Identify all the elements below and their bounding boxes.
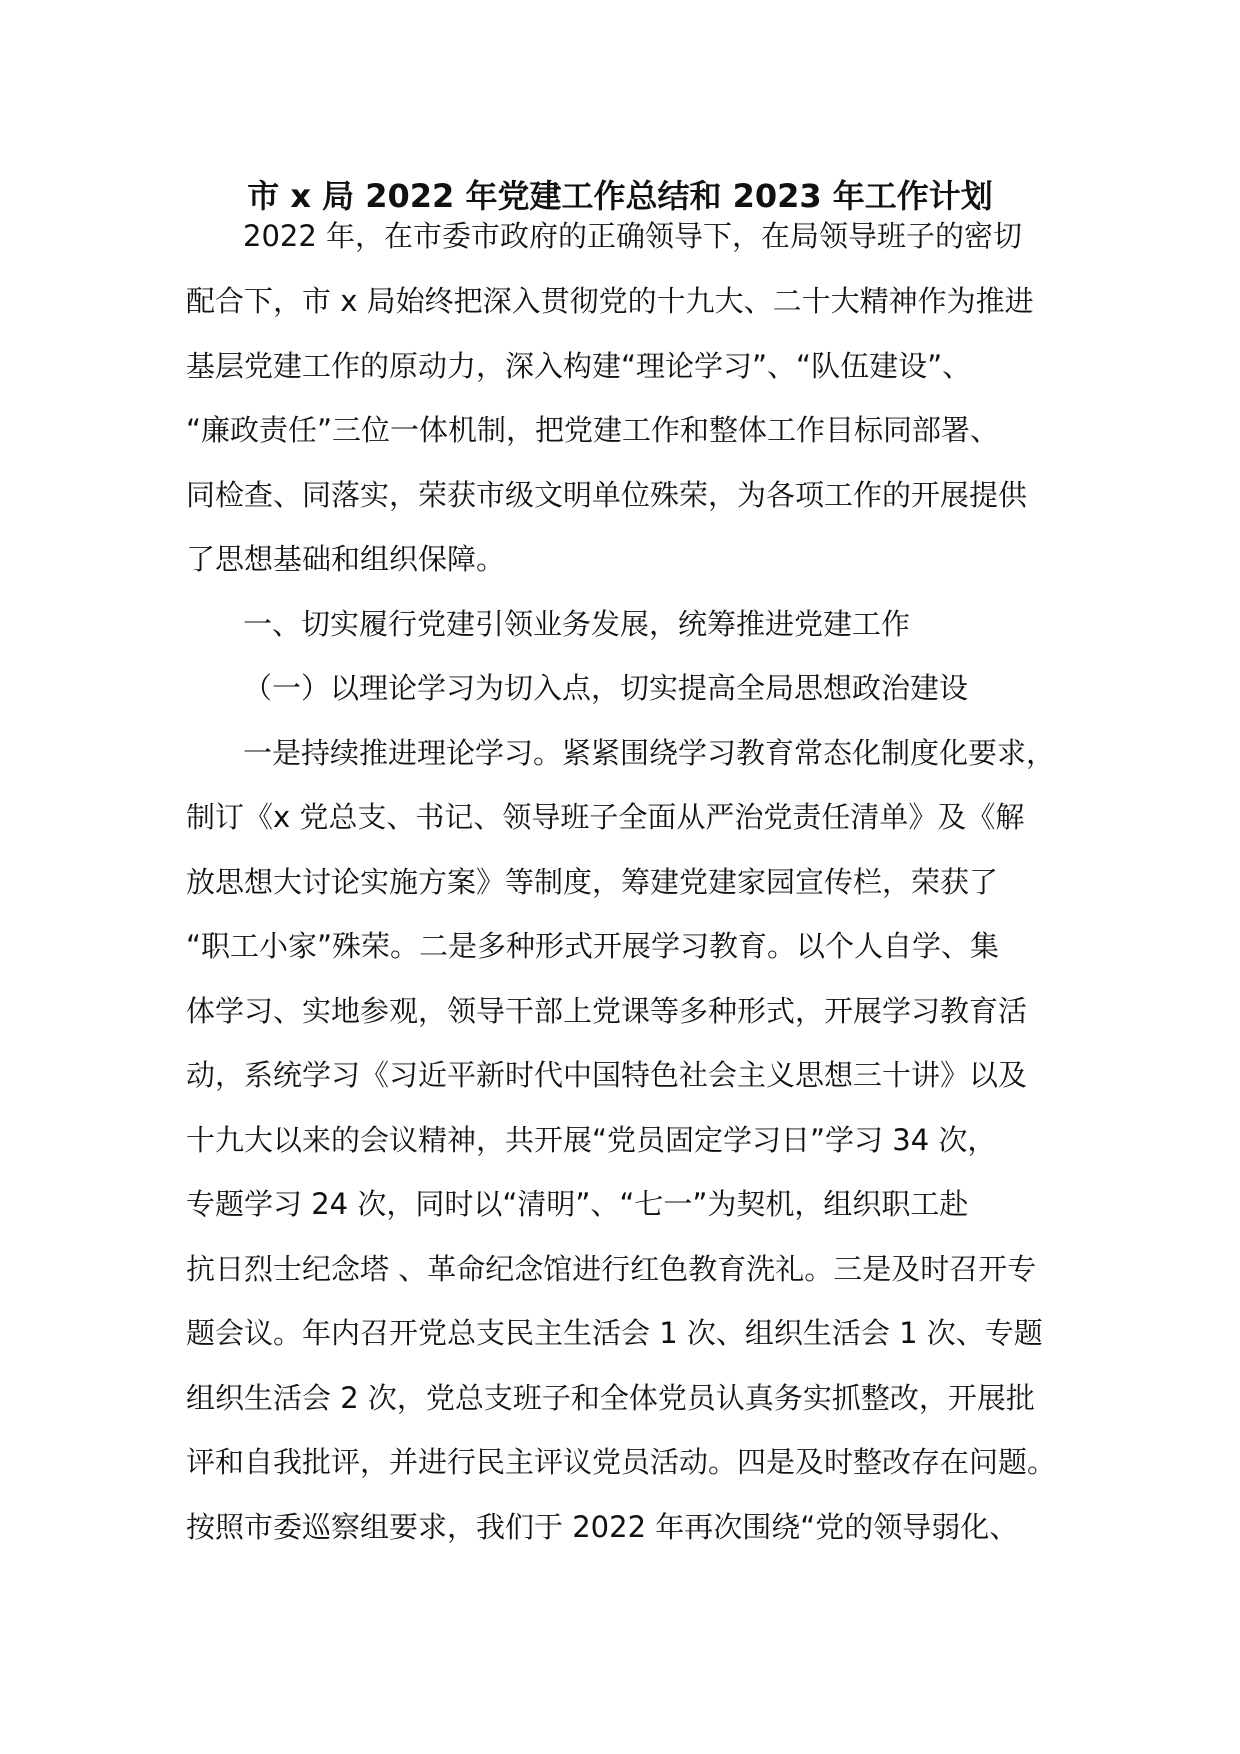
body-line: 制订《x 党总支、书记、领导班子全面从严治党责任清单》及《解 xyxy=(186,800,1025,834)
body-line: 按照市委巡察组要求，我们于 2022 年再次围绕“党的领导弱化、 xyxy=(186,1510,1019,1544)
subsection-heading: （一）以理论学习为切入点，切实提高全局思想政治建设 xyxy=(243,671,969,705)
body-line: 题会议。年内召开党总支民主生活会 1 次、组织生活会 1 次、专题 xyxy=(186,1316,1043,1350)
body-line: 了思想基础和组织保障。 xyxy=(186,542,506,576)
body-line: 组织生活会 2 次，党总支班子和全体党员认真务实抓整改，开展批 xyxy=(186,1381,1035,1415)
body-line: 配合下，市 x 局始终把深入贯彻党的十九大、二十大精神作为推进 xyxy=(186,284,1034,318)
section-heading: 一、切实履行党建引领业务发展，统筹推进党建工作 xyxy=(243,607,911,641)
body-line: 专题学习 24 次，同时以“清明”、“七一”为契机，组织职工赴 xyxy=(186,1187,969,1221)
body-line: 一是持续推进理论学习。紧紧围绕学习教育常态化制度化要求， xyxy=(243,736,1056,770)
body-line: 十九大以来的会议精神，共开展“党员固定学习日”学习 34 次， xyxy=(186,1123,997,1157)
body-line: 动，系统学习《习近平新时代中国特色社会主义思想三十讲》以及 xyxy=(186,1058,1028,1092)
body-line: 放思想大讨论实施方案》等制度，筹建党建家园宣传栏，荣获了 xyxy=(186,865,999,899)
document-title: 市 x 局 2022 年党建工作总结和 2023 年工作计划 xyxy=(247,177,993,215)
body-line: “职工小家”殊荣。二是多种形式开展学习教育。以个人自学、集 xyxy=(186,929,1000,963)
body-line: 评和自我批评，并进行民主评议党员活动。四是及时整改存在问题。 xyxy=(186,1445,1057,1479)
body-line: 同检查、同落实，荣获市级文明单位殊荣，为各项工作的开展提供 xyxy=(186,478,1028,512)
body-line: 基层党建工作的原动力，深入构建“理论学习”、“队伍建设”、 xyxy=(186,349,972,383)
body-line: 2022 年，在市委市政府的正确领导下，在局领导班子的密切 xyxy=(243,219,1023,253)
body-line: “廉政责任”三位一体机制，把党建工作和整体工作目标同部署、 xyxy=(186,413,1000,447)
body-line: 抗日烈士纪念塔 、革命纪念馆进行红色教育洗礼。三是及时召开专 xyxy=(186,1252,1037,1286)
body-line: 体学习、实地参观，领导干部上党课等多种形式，开展学习教育活 xyxy=(186,994,1028,1028)
